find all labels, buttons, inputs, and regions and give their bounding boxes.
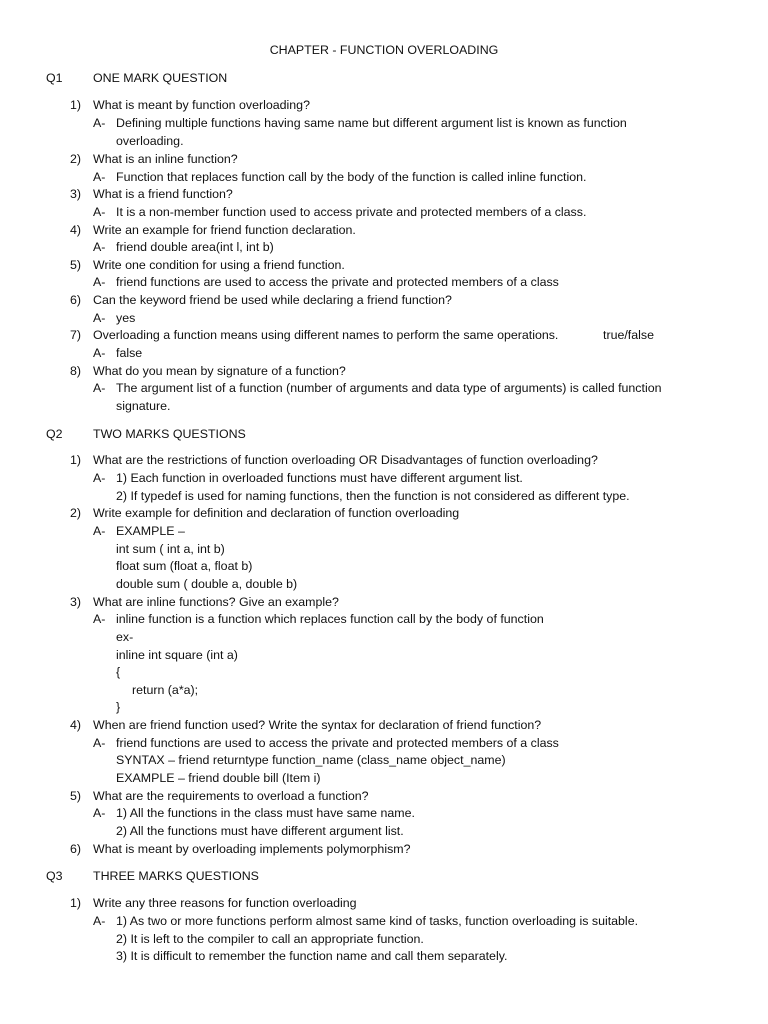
question-text: Can the keyword friend be used while declaring a friend function? [93, 293, 452, 307]
question-text: What is a friend function? [93, 187, 233, 201]
answer-text: EXAMPLE – [116, 524, 185, 538]
answer-label: A- [93, 471, 106, 485]
section-label: Q3 [46, 869, 63, 883]
question-number: 1) [70, 896, 82, 910]
answer-label: A- [93, 381, 106, 395]
answer-text: SYNTAX – friend returntype function_name (class_name object_name) [116, 753, 506, 767]
question-number: 4) [70, 718, 82, 732]
question-text: Write one condition for using a friend function. [93, 258, 345, 272]
code-line: inline int square (int a) [116, 648, 238, 662]
code-line: float sum (float a, float b) [116, 559, 253, 573]
question-number: 5) [70, 258, 82, 272]
section-heading: TWO MARKS QUESTIONS [93, 427, 246, 441]
code-line: ex- [116, 630, 134, 644]
code-line: int sum ( int a, int b) [116, 542, 225, 556]
answer-text: 2) It is left to the compiler to call an appropriate function. [116, 932, 424, 946]
answer-text: friend functions are used to access the private and protected members of a class [116, 275, 559, 289]
question-text: What is meant by function overloading? [93, 98, 310, 112]
question-text: What do you mean by signature of a function? [93, 364, 346, 378]
code-line: } [116, 700, 121, 714]
question-number: 6) [70, 293, 82, 307]
answer-text: friend functions are used to access the private and protected members of a class [116, 736, 559, 750]
answer-label: A- [93, 806, 106, 820]
answer-label: A- [93, 524, 106, 538]
question-number: 2) [70, 506, 82, 520]
answer-text: 3) It is difficult to remember the function name and call them separately. [116, 949, 508, 963]
section-label: Q1 [46, 71, 63, 85]
answer-text: 1) All the functions in the class must have same name. [116, 806, 415, 820]
question-text: When are friend function used? Write the syntax for declaration of friend function? [93, 718, 542, 732]
question-number: 6) [70, 842, 82, 856]
question-number: 1) [70, 98, 82, 112]
question-number: 3) [70, 595, 82, 609]
question-number: 7) [70, 328, 82, 342]
code-line: { [116, 665, 121, 679]
true-false-marker: true/false [603, 328, 654, 342]
answer-label: A- [93, 346, 106, 360]
question-text: What are the requirements to overload a function? [93, 789, 369, 803]
answer-text: 1) Each function in overloaded functions must have different argument list. [116, 471, 523, 485]
answer-label: A- [93, 736, 106, 750]
chapter-title: CHAPTER - FUNCTION OVERLOADING [269, 43, 499, 57]
question-text: What is an inline function? [93, 152, 238, 166]
answer-label: A- [93, 116, 106, 130]
question-number: 1) [70, 453, 82, 467]
answer-label: A- [93, 170, 106, 184]
answer-text: inline function is a function which replaces function call by the body of function [116, 612, 544, 626]
section-label: Q2 [46, 427, 63, 441]
question-number: 4) [70, 223, 82, 237]
question-text: What are the restrictions of function overloading OR Disadvantages of function overloading? [93, 453, 598, 467]
answer-label: A- [93, 914, 106, 928]
answer-text: The argument list of a function (number of arguments and data type of arguments) is called function [116, 381, 662, 395]
section-heading: THREE MARKS QUESTIONS [93, 869, 259, 883]
question-text: Write an example for friend function declaration. [93, 223, 356, 237]
answer-text: Function that replaces function call by the body of the function is called inline function. [116, 170, 587, 184]
question-text: Overloading a function means using different names to perform the same operations. [93, 328, 559, 342]
section-heading: ONE MARK QUESTION [93, 71, 228, 85]
answer-text: Defining multiple functions having same name but different argument list is known as function [116, 116, 627, 130]
question-number: 2) [70, 152, 82, 166]
question-text: What is meant by overloading implements polymorphism? [93, 842, 411, 856]
question-text: What are inline functions? Give an example? [93, 595, 339, 609]
question-text: Write example for definition and declaration of function overloading [93, 506, 460, 520]
answer-text: false [116, 346, 143, 360]
answer-text: signature. [116, 399, 171, 413]
answer-text: 2) If typedef is used for naming functions, then the function is not considered as different type. [116, 489, 630, 503]
answer-text: yes [116, 311, 136, 325]
answer-label: A- [93, 240, 106, 254]
question-number: 5) [70, 789, 82, 803]
answer-text: friend double area(int l, int b) [116, 240, 274, 254]
question-text: Write any three reasons for function overloading [93, 896, 357, 910]
answer-text: 2) All the functions must have different argument list. [116, 824, 404, 838]
code-line: double sum ( double a, double b) [116, 577, 298, 591]
answer-label: A- [93, 205, 106, 219]
answer-text: It is a non-member function used to access private and protected members of a class. [116, 205, 587, 219]
code-line: return (a*a); [132, 683, 199, 697]
question-number: 8) [70, 364, 82, 378]
answer-text: EXAMPLE – friend double bill (Item i) [116, 771, 321, 785]
answer-text: overloading. [116, 134, 184, 148]
answer-label: A- [93, 275, 106, 289]
question-number: 3) [70, 187, 82, 201]
answer-label: A- [93, 311, 106, 325]
answer-label: A- [93, 612, 106, 626]
answer-text: 1) As two or more functions perform almost same kind of tasks, function overloading is suitable. [116, 914, 639, 928]
